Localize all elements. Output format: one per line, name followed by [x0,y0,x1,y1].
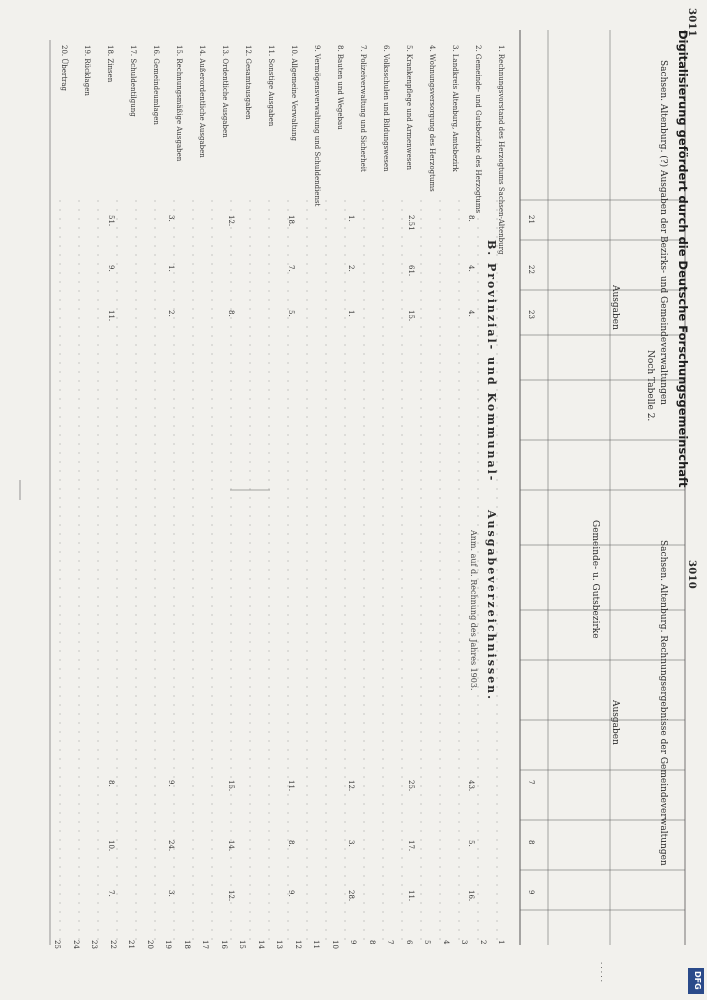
row-label: 14. Außerordentliche Ausgaben [198,45,206,158]
line-number: 22 [108,940,117,949]
row-label: 19. Rücklagen [83,45,91,96]
row-label: 6. Volksschulen und Bildungswesen [382,45,390,172]
row-label: 12. Gesamtausgaben [244,45,252,120]
number-cell: 24. [167,840,175,852]
left-page-title: Sachsen. Altenburg. (?) Ausgaben der Bezirks- und Gemeindeverwaltungen [658,60,668,405]
right-column-header: Gemeinde- u. Gutsbezirke [590,520,600,639]
number-cell: 9. [167,780,175,787]
line-number: 7 [386,940,394,945]
line-number: 9 [349,940,357,945]
left-page-number: 3010 [686,560,697,590]
left-column-group: Ausgaben [610,285,620,330]
number-cell: 61. [407,265,415,277]
number-cell: 7. [107,890,115,897]
number-cell: 1. [347,215,355,222]
table-reference: Noch Tabelle 2. [645,350,655,422]
right-page-number: 3011 [686,8,697,38]
row-label: 7. Polizeiverwaltung und Sicherheit [359,45,367,172]
number-cell: 8. [287,840,295,847]
number-cell: 1. [347,310,355,317]
number-cell: 15. [227,780,235,792]
number-cell: 4. [467,265,475,272]
bottom-code: · · · · · [597,962,605,983]
number-cell: 7. [287,265,295,272]
line-number: 4 [441,940,450,945]
line-number: 14 [256,940,265,949]
number-cell: 3. [167,215,175,222]
line-number: 1 [497,940,505,945]
line-number: 21 [127,940,135,949]
line-number: 13 [275,940,283,949]
number-cell: 21 [527,215,535,224]
number-cell: 2. [167,310,175,317]
number-cell: 16. [467,890,475,902]
line-number: 12 [293,940,302,949]
line-number: 2 [478,940,487,945]
row-label: 18. Zinsen [106,45,114,83]
dfg-notice: Digitalisierung gefördert durch die Deutsche Forschungsgemeinschaft [676,30,690,488]
row-label: 20. Übertrag [60,45,68,92]
number-cell: 12. [227,215,235,227]
number-cell: 2. [347,265,355,272]
number-cell: 14. [227,840,235,852]
row-label: 10. Allgemeine Verwaltung [290,45,298,142]
line-number: 19 [164,940,172,949]
line-number: 3 [460,940,468,945]
number-cell: 11. [107,310,115,322]
number-cell: 9. [107,265,115,272]
line-number: 15 [238,940,246,949]
row-label: 4. Wohnungsversorgung des Herzogtums [428,45,436,192]
section-title-left: B. Provinzial- und Kommunal- [485,240,498,483]
number-cell: 28. [347,890,355,902]
number-cell: 8. [467,215,475,222]
number-cell: 10. [107,840,115,852]
row-label: 16. Gemeindeumlagen [152,45,160,125]
row-label: 17. Schuldentilgung [129,45,137,117]
right-column-group: Ausgaben [610,700,620,745]
line-number: 24 [71,940,80,949]
number-cell: 7 [527,780,535,785]
row-label: 1. Rechnungsvorstand des Herzogtums Sachsen-Altenburg [497,45,505,255]
number-cell: 8. [227,310,235,317]
row-label: 11. Sonstige Ausgaben [267,45,275,127]
number-cell: 11. [407,890,415,902]
number-cell: 17. [407,840,415,852]
number-cell: 12. [227,890,235,902]
line-number: 17 [201,940,209,949]
number-cell: 9 [527,890,535,895]
right-page-title: Sachsen. Altenburg. Rechnungsergebnisse der Gemeindeverwaltungen [658,540,668,866]
number-cell: 5. [467,840,475,847]
line-number: 20 [145,940,154,949]
line-number: 11 [312,940,320,949]
number-cell: 23 [527,310,535,319]
number-cell: 51. [107,215,115,227]
footnote: Anm. auf d. Rechnung des Jahres 1903. [469,530,478,691]
number-cell: 12. [347,780,355,792]
row-label: 15. Rechnungsmäßige Ausgaben [175,45,183,162]
number-cell: 18. [287,215,295,227]
number-cell: 8 [527,840,535,845]
line-number: 8 [367,940,376,945]
line-number: 5 [423,940,431,945]
line-number: 25 [53,940,61,949]
line-number: 6 [404,940,413,945]
number-cell: 5. [287,310,295,317]
number-cell: 25. [407,780,415,792]
row-label: 9. Vermögensverwaltung und Schuldendienst [313,45,321,207]
row-label: 8. Bauten und Wegebau [336,45,344,130]
row-label: 5. Krankenpflege und Armenwesen [405,45,413,170]
number-cell: 8. [107,780,115,787]
line-number: 23 [90,940,98,949]
line-number: 10 [330,940,339,949]
number-cell: 11. [287,780,295,792]
line-number: 18 [182,940,191,949]
section-title-right: Ausgabeverzeichnissen. [485,510,498,701]
number-cell: 1. [167,265,175,272]
row-label: 13. Ordentliche Ausgaben [221,45,229,138]
number-cell: 43. [467,780,475,792]
line-number: 16 [219,940,228,949]
row-label: 3. Landkreis Altenburg, Amtsbezirk [451,45,459,172]
dfg-logo: DFG [688,968,704,994]
number-cell: 3. [347,840,355,847]
number-cell: 22 [527,265,535,274]
number-cell: 4. [467,310,475,317]
row-label: 2. Gemeinde- und Gutsbezirke des Herzogtums [474,45,482,214]
number-cell: 2.51 [407,215,415,231]
number-cell: 9. [287,890,295,897]
number-cell: 3. [167,890,175,897]
number-cell: 15. [407,310,415,322]
